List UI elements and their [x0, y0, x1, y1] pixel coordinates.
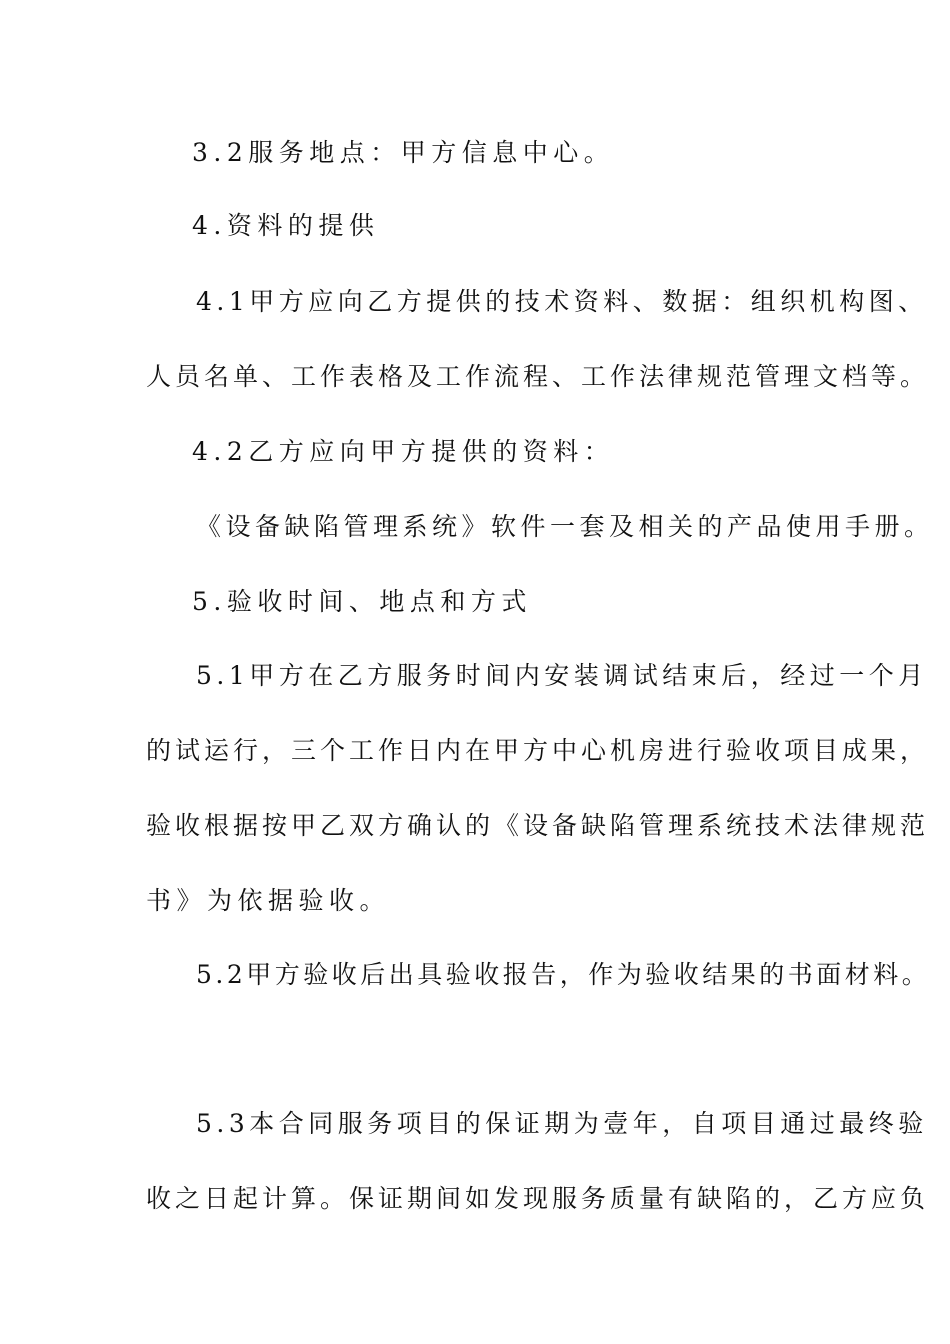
- text-line: 3.2服务地点：甲方信息中心。: [192, 138, 615, 167]
- text-line: 5.1甲方在乙方服务时间内安装调试结束后，经过一个月: [196, 661, 928, 690]
- text-line: 验收根据按甲乙双方确认的《设备缺陷管理系统技术法律规范: [146, 811, 930, 840]
- text-line: 《设备缺陷管理系统》软件一套及相关的产品使用手册。: [196, 512, 934, 541]
- section-heading: 5.验收时间、地点和方式: [192, 587, 532, 616]
- text-line: 收之日起计算。保证期间如发现服务质量有缺陷的，乙方应负: [146, 1184, 930, 1213]
- text-line: 5.3本合同服务项目的保证期为壹年，自项目通过最终验: [196, 1109, 928, 1138]
- text-line: 书》为依据验收。: [146, 886, 391, 915]
- text-line: 4.1甲方应向乙方提供的技术资料、数据：组织机构图、: [196, 287, 928, 316]
- text-line: 4.2乙方应向甲方提供的资料：: [192, 437, 615, 466]
- text-line: 5.2甲方验收后出具验收报告，作为验收结果的书面材料。: [196, 960, 931, 989]
- text-line: 人员名单、工作表格及工作流程、工作法律规范管理文档等。: [146, 362, 930, 391]
- text-line: 的试运行，三个工作日内在甲方中心机房进行验收项目成果，: [146, 736, 930, 765]
- section-heading: 4.资料的提供: [192, 211, 380, 240]
